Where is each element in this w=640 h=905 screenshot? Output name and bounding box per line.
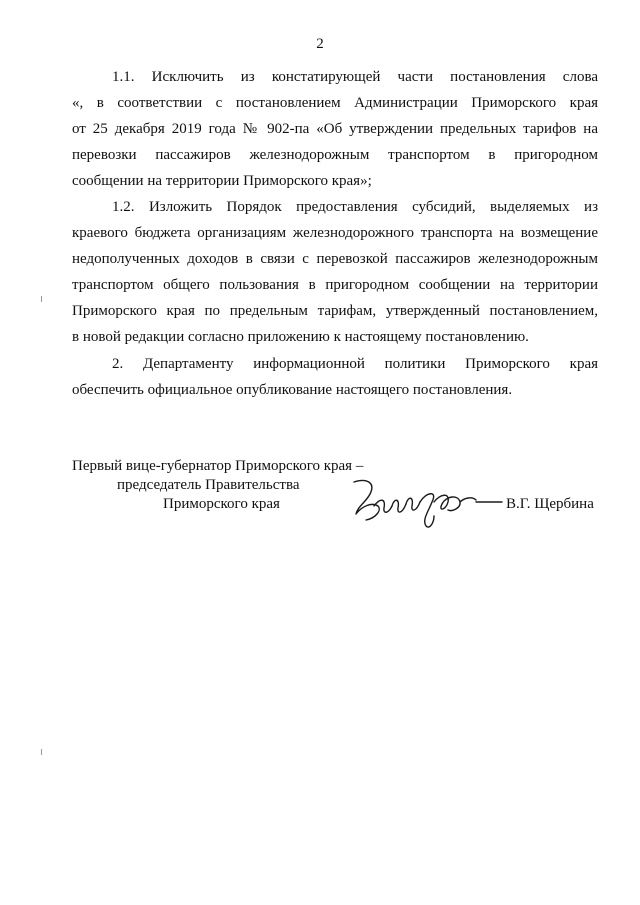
signatory-position-line: Первый вице-губернатор Приморского края – xyxy=(72,458,364,474)
text-line: недополученных доходов в связи с перевозкой пассажиров железнодорожным xyxy=(72,251,598,267)
text-line: в новой редакции согласно приложению к настоящему постановлению. xyxy=(72,329,529,345)
text-line: 1.2. Изложить Порядок предоставления субсидий, выделяемых из xyxy=(112,199,598,215)
scan-artifact xyxy=(41,749,42,755)
signatory-position-line: Приморского края xyxy=(163,496,280,512)
text-line: «, в соответствии с постановлением Администрации Приморского края xyxy=(72,95,598,111)
text-line: от 25 декабря 2019 года № 902-па «Об утверждении предельных тарифов на xyxy=(72,121,598,137)
text-line: обеспечить официальное опубликование настоящего постановления. xyxy=(72,382,513,398)
handwritten-signature xyxy=(348,472,508,532)
signatory-name: В.Г. Щербина xyxy=(506,496,594,512)
page-number: 2 xyxy=(316,36,324,52)
scan-artifact xyxy=(41,296,42,302)
text-line: перевозки пассажиров железнодорожным транспортом в пригородном xyxy=(72,147,598,163)
text-line: Приморского края по предельным тарифам, утвержденный постановлением, xyxy=(72,303,598,319)
text-line: транспортом общего пользования в пригородном сообщении на территории xyxy=(72,277,598,293)
text-line: 1.1. Исключить из констатирующей части постановления слова xyxy=(112,69,598,85)
text-line: сообщении на территории Приморского края»; xyxy=(72,173,372,189)
signatory-position-line: председатель Правительства xyxy=(117,477,300,493)
text-line: краевого бюджета организациям железнодорожного транспорта на возмещение xyxy=(72,225,598,241)
text-line: 2. Департаменту информационной политики Приморского края xyxy=(112,356,598,372)
